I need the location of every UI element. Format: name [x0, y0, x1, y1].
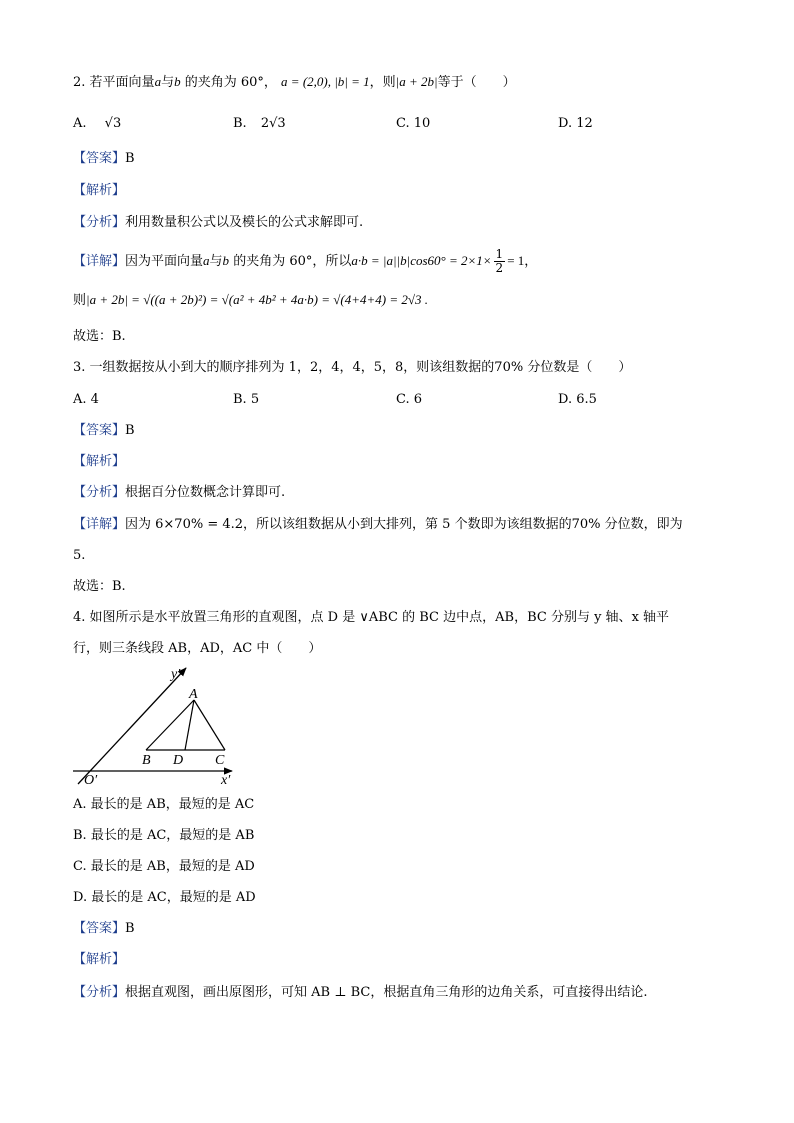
q4-option-d	[73, 888, 256, 908]
q4-fenxi-text: 根据直观图，画出原图形，可知 AB ⊥ BC，根据直角三角形的边角关系，可直接得出结论.	[125, 985, 648, 1000]
q3-option-d-value: 6.5	[576, 392, 597, 407]
q4-option-b-value: 最长的是 AC，最短的是 AB	[90, 828, 255, 843]
q3-fenxi	[73, 483, 285, 503]
q2-option-d	[558, 114, 593, 134]
q3-option-c-value: 6	[413, 392, 423, 407]
q3-xiangjie-cont: 5.	[73, 548, 86, 563]
q4-option-d-value: 最长的是 AC，最短的是 AD	[91, 890, 256, 905]
q2-xiangjie-tag: 【详解】	[73, 254, 126, 269]
q4-stem-2: 行，则三条线段 AB，AD，AC 中（ ）	[73, 641, 322, 656]
q2-line2-pre: 则	[73, 293, 87, 308]
q4-option-c-value: 最长的是 AB，最短的是 AD	[90, 859, 255, 874]
q2-conclusion: 故选：B.	[73, 329, 126, 344]
q2-option-a	[73, 114, 121, 134]
q2-xiangjie-vec-b: b	[222, 253, 230, 268]
q2-fenxi-text: 利用数量积公式以及模长的公式求解即可.	[125, 215, 364, 230]
q3-analysis-tag: 【解析】	[73, 454, 126, 469]
q2-option-a-value: √3	[104, 116, 122, 131]
label-d: D	[173, 753, 184, 768]
q3-xiangjie	[73, 515, 683, 535]
q3-answer-tag: 【答案】	[73, 423, 126, 438]
q2-fenxi	[73, 213, 363, 233]
q2-stem-end: 等于（ ）	[437, 75, 516, 90]
q4-option-a-value: 最长的是 AB，最短的是 AC	[90, 797, 255, 812]
q4-analysis-tag: 【解析】	[73, 952, 126, 967]
segment-ac	[194, 700, 225, 750]
q2-xiangjie-2: 的夹角为 60°，所以	[233, 254, 352, 269]
q2-xiangjie	[73, 248, 537, 275]
q3-option-b-value: 5	[250, 392, 260, 407]
q2-fraction-num: 1	[495, 247, 504, 261]
q2-ask-pre: ，则	[369, 75, 396, 90]
q4-answer-value: B	[125, 921, 135, 936]
label-x: x′	[221, 773, 231, 788]
q4-fenxi-tag: 【分析】	[73, 985, 126, 1000]
q2-condition: a = (2,0), |b| = 1	[281, 74, 370, 89]
q3-stem: 3. 一组数据按从小到大的顺序排列为 1，2，4，4，5，8，则该组数据的70% 分位数是（ ）	[73, 360, 632, 375]
q4-option-b	[73, 826, 254, 846]
q4-option-b-label: B.	[73, 828, 87, 843]
q2-fenxi-tag: 【分析】	[73, 215, 126, 230]
q4-option-a-label: A.	[73, 797, 87, 812]
q3-option-b	[233, 390, 259, 410]
q3-option-d-label: D.	[558, 392, 573, 407]
q2-vec-a: a	[154, 74, 162, 89]
q4-option-c-label: C.	[73, 859, 87, 874]
label-a: A	[189, 687, 198, 702]
q2-xiangjie-formula: a·b = |a||b|cos60° = 2×1×	[351, 253, 492, 268]
q2-line2-formula: |a + 2b| = √((a + 2b)²) = √(a² + 4b² + 4a·b) = √(4+4+4) = 2√3 .	[86, 292, 429, 307]
q2-option-a-label: A.	[73, 116, 87, 131]
q2-and: 与	[161, 75, 175, 90]
q2-fraction-den: 2	[495, 261, 504, 275]
q3-answer-value: B	[125, 423, 135, 438]
q2-stem	[73, 72, 516, 93]
q3-option-c	[396, 390, 422, 410]
label-y: y′	[171, 667, 181, 682]
q2-xiangjie-1: 因为平面向量	[125, 254, 204, 269]
q2-xiangjie-vec-a: a	[203, 253, 210, 268]
q3-option-c-label: C.	[396, 392, 410, 407]
q3-conclusion: 故选：B.	[73, 579, 126, 594]
q4-option-d-label: D.	[73, 890, 88, 905]
q2-option-c-value: 10	[413, 116, 431, 131]
q3-option-d	[558, 390, 597, 410]
q4-fenxi	[73, 983, 647, 1003]
q2-answer-tag: 【答案】	[73, 151, 126, 166]
q2-answer-value: B	[125, 151, 135, 166]
q2-analysis-tag: 【解析】	[73, 183, 126, 198]
q2-option-c	[396, 114, 430, 134]
q4-answer-tag: 【答案】	[73, 921, 126, 936]
label-c: C	[215, 753, 225, 768]
q2-fraction	[494, 248, 506, 275]
label-o: O′	[84, 773, 98, 788]
q3-xiangjie-text: 因为 6×70% = 4.2，所以该组数据从小到大排列，第 5 个数即为该组数据的70% 分位数，即为	[125, 517, 683, 532]
q2-xiangjie-tail: = 1，	[507, 253, 538, 268]
q3-option-a-label: A.	[73, 392, 87, 407]
q2-option-b	[233, 114, 286, 134]
q2-option-d-label: D.	[558, 116, 573, 131]
q2-xiangjie-and: 与	[209, 254, 223, 269]
q2-formula-line	[73, 290, 428, 311]
q4-figure	[70, 660, 250, 790]
q3-option-b-label: B.	[233, 392, 247, 407]
q3-fenxi-text: 根据百分位数概念计算即可.	[125, 485, 286, 500]
q4-option-a	[73, 795, 254, 815]
q2-answer	[73, 149, 135, 169]
q3-analysis	[73, 452, 125, 472]
q2-stem-mid: 的夹角为 60°，	[184, 75, 277, 90]
q3-option-a	[73, 390, 99, 410]
label-b: B	[142, 753, 151, 768]
q3-xiangjie-tag: 【详解】	[73, 517, 126, 532]
q2-option-d-value: 12	[576, 116, 593, 131]
q2-option-b-label: B.	[233, 116, 247, 131]
q2-stem-pre: 若平面向量	[89, 75, 155, 90]
q3-option-a-value: 4	[90, 392, 99, 407]
q2-number: 2.	[73, 75, 86, 90]
q2-ask-expr: |a + 2b|	[395, 74, 438, 89]
q3-fenxi-tag: 【分析】	[73, 485, 126, 500]
q2-vec-b: b	[174, 74, 181, 89]
q2-option-b-value: 2√3	[260, 116, 286, 131]
q3-answer	[73, 421, 135, 441]
q4-stem-1: 4. 如图所示是水平放置三角形的直观图，点 D 是 ∨ABC 的 BC 边中点，AB，BC 分别与 y 轴、x 轴平	[73, 610, 670, 625]
q4-analysis	[73, 950, 125, 970]
q4-option-c	[73, 857, 255, 877]
q2-option-c-label: C.	[396, 116, 410, 131]
q2-analysis	[73, 181, 125, 201]
q4-answer	[73, 919, 135, 939]
